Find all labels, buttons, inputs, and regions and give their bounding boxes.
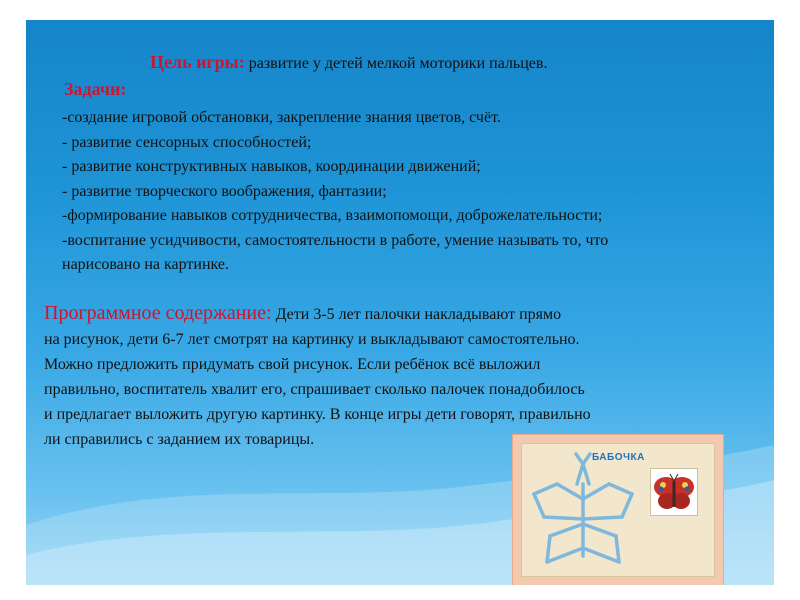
task-line: нарисовано на картинке. bbox=[62, 256, 230, 273]
program-content bbox=[44, 301, 744, 452]
goal-label: Цель игры: bbox=[150, 52, 245, 72]
program-line: и предлагает выложить другую картинку. В конце игры дети говорят, правильно bbox=[44, 406, 591, 423]
program-line: Дети 3-5 лет палочки накладывают прямо bbox=[271, 306, 562, 323]
task-line: - развитие творческого воображения, фантазии; bbox=[62, 182, 387, 200]
task-line: -формирование навыков сотрудничества, взаимопомощи, доброжелательности; bbox=[62, 207, 603, 224]
task-line: - развитие конструктивных навыков, координации движений; bbox=[62, 158, 481, 175]
goal-text: развитие у детей мелкой моторики пальцев. bbox=[244, 55, 548, 72]
task-line: - развитие сенсорных способностей; bbox=[62, 133, 312, 151]
tasks-list bbox=[62, 106, 762, 278]
butterfly-card bbox=[512, 434, 724, 585]
card-label: БАБОЧКА bbox=[592, 452, 645, 463]
program-line: правильно, воспитатель хвалит его, спрашивает сколько палочек понадобилось bbox=[44, 381, 585, 398]
program-line: Можно предложить придумать свой рисунок. Если ребёнок всё выложил bbox=[44, 356, 541, 373]
task-line: -создание игровой обстановки, закрепление знания цветов, счёт. bbox=[62, 109, 501, 126]
tasks-title: Задачи: bbox=[64, 79, 127, 99]
program-first-line bbox=[44, 301, 744, 327]
program-line: ли справились с заданием их товарицы. bbox=[44, 431, 315, 448]
butterfly-photo bbox=[650, 468, 698, 516]
slide bbox=[26, 20, 774, 585]
program-line: на рисунок, дети 6-7 лет смотрят на картинку и выкладывают самостоятельно. bbox=[44, 331, 580, 348]
task-line: -воспитание усидчивости, самостоятельности в работе, умение называть то, что bbox=[62, 231, 609, 249]
program-title: Программное содержание: bbox=[44, 302, 272, 324]
goal-line bbox=[150, 52, 750, 73]
card-inner bbox=[521, 443, 715, 577]
